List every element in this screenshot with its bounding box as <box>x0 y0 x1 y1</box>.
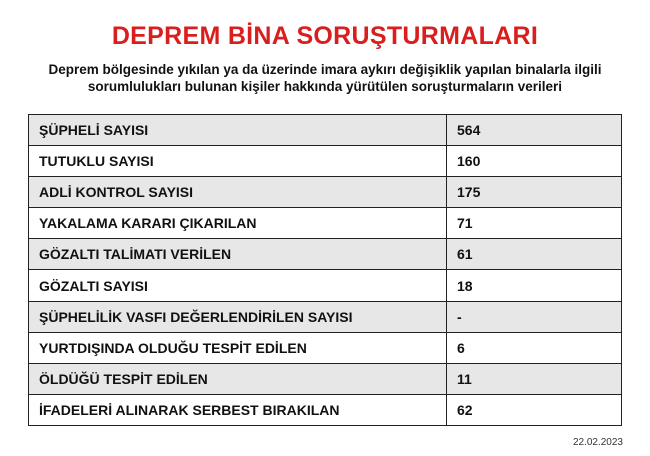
table-row <box>29 363 622 394</box>
investigation-stats-table <box>28 114 622 426</box>
row-value: 160 <box>447 146 622 177</box>
row-value: 6 <box>447 332 622 363</box>
row-value: 11 <box>447 363 622 394</box>
row-label: ŞÜPHELİLİK VASFI DEĞERLENDİRİLEN SAYISI <box>29 301 447 332</box>
page-subtitle: Deprem bölgesinde yıkılan ya da üzerinde imara aykırı değişiklik yapılan binalarla ilgili sorumlulukları bulunan kişiler hakkında yürütülen soruşturmaların verileri <box>48 62 602 94</box>
row-value: 175 <box>447 177 622 208</box>
table-row <box>29 115 622 146</box>
row-label: ŞÜPHELİ SAYISI <box>29 115 447 146</box>
date-stamp: 22.02.2023 <box>572 437 623 448</box>
row-label: İFADELERİ ALINARAK SERBEST BIRAKILAN <box>29 394 447 425</box>
row-value: 62 <box>447 394 622 425</box>
table-row <box>29 239 622 270</box>
row-label: ADLİ KONTROL SAYISI <box>29 177 447 208</box>
table-row <box>29 301 622 332</box>
table-row <box>29 394 622 425</box>
row-value: 61 <box>447 239 622 270</box>
row-value: 71 <box>447 208 622 239</box>
table-row <box>29 177 622 208</box>
row-value: 18 <box>447 270 622 301</box>
row-label: YAKALAMA KARARI ÇIKARILAN <box>29 208 447 239</box>
table-row <box>29 208 622 239</box>
row-value: 564 <box>447 115 622 146</box>
row-label: GÖZALTI TALİMATI VERİLEN <box>29 239 447 270</box>
row-value: - <box>447 301 622 332</box>
page-title: DEPREM BİNA SORUŞTURMALARI <box>111 22 539 50</box>
row-label: ÖLDÜĞÜ TESPİT EDİLEN <box>29 363 447 394</box>
row-label: TUTUKLU SAYISI <box>29 146 447 177</box>
table-row <box>29 146 622 177</box>
row-label: YURTDIŞINDA OLDUĞU TESPİT EDİLEN <box>29 332 447 363</box>
table-row <box>29 332 622 363</box>
table-row <box>29 270 622 301</box>
row-label: GÖZALTI SAYISI <box>29 270 447 301</box>
